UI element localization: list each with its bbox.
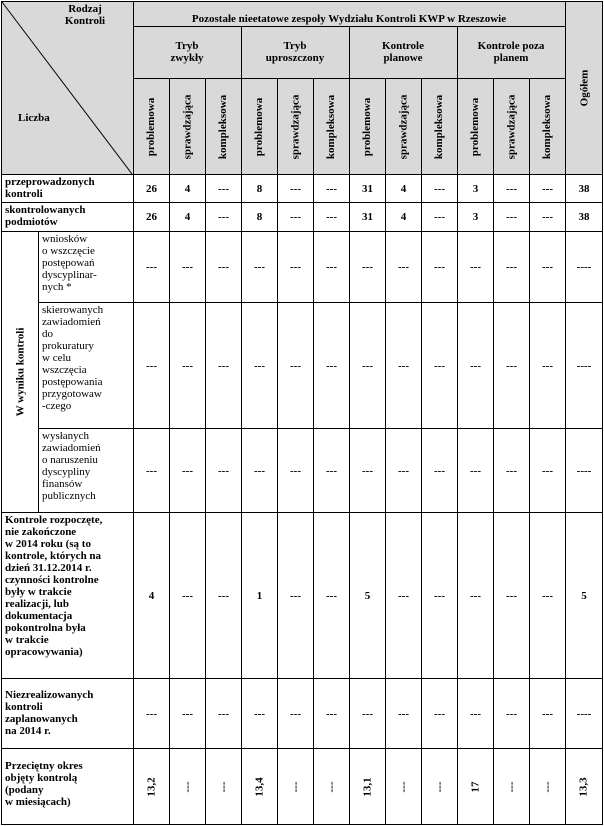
- table-cell: 26: [146, 182, 157, 195]
- row-label-przeprowadzonych: przeprowadzonych kontroli: [5, 176, 95, 200]
- subcolumn-header-sprawdzająca: sprawdzająca: [289, 94, 302, 159]
- table-cell: ---: [470, 261, 481, 273]
- table-cell: 31: [362, 182, 373, 195]
- table-cell: 13,2: [145, 776, 158, 797]
- table-cell: ---: [290, 211, 301, 223]
- table-cell: ---: [470, 707, 481, 720]
- table-cell: ---: [506, 359, 517, 372]
- table-cell: ---: [254, 261, 265, 273]
- table-cell: ---: [218, 589, 229, 602]
- subcolumn-header-kompleksowa: kompleksowa: [541, 94, 554, 159]
- subcolumn-header-sprawdzająca: sprawdzająca: [181, 94, 194, 159]
- table-cell: ---: [290, 261, 301, 273]
- table-cell: ---: [505, 781, 518, 792]
- table-cell: 38: [578, 182, 590, 195]
- table-cell: ---: [506, 589, 517, 602]
- col-line: [38, 231, 39, 512]
- row-label-wnioskow: wniosków o wszczęcie postępowań dyscyplinar- nych *: [42, 233, 97, 293]
- table-cell: 13,3: [578, 776, 590, 797]
- table-cell: ---: [506, 261, 517, 273]
- table-cell: ---: [542, 464, 553, 477]
- table-cell: ---: [541, 781, 554, 792]
- table-cell: ---: [470, 464, 481, 477]
- table-cell: ---: [506, 182, 517, 195]
- group-kontrole-poza-planem: Kontrole poza planem: [477, 40, 545, 64]
- corner-bottom-label: Liczba: [18, 112, 50, 124]
- subcolumn-header-problemowa: problemowa: [361, 97, 374, 156]
- table-cell: ---: [326, 464, 337, 477]
- table-cell: ---: [181, 781, 194, 792]
- table-cell: ---: [290, 707, 301, 720]
- corner-top-label: Rodzaj Kontroli: [64, 3, 106, 27]
- table-cell: ----: [576, 261, 592, 273]
- table-cell: ---: [326, 182, 337, 195]
- table-cell: ---: [254, 707, 265, 720]
- row-label-niezrealizowanych: Niezrealizowanych kontroli zaplanowanych na 2014 r.: [5, 689, 94, 737]
- table-cell: ---: [398, 707, 409, 720]
- table-cell: ---: [254, 359, 265, 372]
- table-cell: ---: [398, 464, 409, 477]
- group-tryb-uproszczony: Tryb uproszczony: [265, 40, 325, 64]
- row-label-wyslanych: wysłanych zawiadomień o naruszeniu dyscypliny finansów publicznych: [42, 430, 101, 502]
- table-cell: ---: [506, 211, 517, 223]
- table-cell: ---: [218, 182, 229, 195]
- table-cell: ---: [146, 464, 157, 477]
- table-cell: ----: [576, 707, 592, 720]
- table-cell: 4: [148, 589, 155, 602]
- table-cell: 4: [400, 211, 407, 223]
- table-cell: ----: [576, 359, 592, 372]
- table-cell: ---: [218, 359, 229, 372]
- table-cell: ---: [434, 464, 445, 477]
- table-cell: ---: [470, 589, 481, 602]
- table-cell: 1: [256, 589, 263, 602]
- side-label-wyniku-kontroli: W wyniku kontroli: [14, 327, 27, 417]
- row-label-skontrolowanych: skontrolowanych podmiotów: [5, 204, 86, 228]
- table-cell: 38: [578, 211, 590, 223]
- table-cell: ---: [254, 464, 265, 477]
- subcolumn-header-sprawdzająca: sprawdzająca: [397, 94, 410, 159]
- main-title: Pozostałe nieetatowe zespoły Wydziału Kontroli KWP w Rzeszowie: [191, 13, 507, 25]
- table-cell: ---: [146, 261, 157, 273]
- table-cell: 4: [184, 182, 191, 195]
- table-cell: ---: [290, 464, 301, 477]
- table-cell: 26: [146, 211, 157, 223]
- table-cell: ---: [433, 781, 446, 792]
- table-cell: ---: [398, 261, 409, 273]
- table-cell: 17: [469, 781, 482, 792]
- table-cell: ---: [470, 359, 481, 372]
- table-cell: ---: [289, 781, 302, 792]
- border-bottom: [1, 824, 603, 825]
- table-cell: 13,1: [361, 776, 374, 797]
- table-cell: ----: [576, 464, 592, 477]
- table-cell: ---: [326, 261, 337, 273]
- table-cell: ---: [182, 589, 193, 602]
- table-cell: ---: [326, 589, 337, 602]
- table-cell: ---: [434, 211, 445, 223]
- border-right: [602, 1, 603, 825]
- table-cell: ---: [434, 261, 445, 273]
- table-cell: ---: [218, 464, 229, 477]
- table-cell: ---: [218, 261, 229, 273]
- table-cell: ---: [217, 781, 230, 792]
- table-cell: ---: [434, 589, 445, 602]
- table-cell: ---: [182, 359, 193, 372]
- subcolumn-header-problemowa: problemowa: [469, 97, 482, 156]
- row-label-przecietny-okres: Przeciętny okres objęty kontrolą (podany w miesiącach): [5, 760, 83, 808]
- total-header: Ogółem: [578, 69, 591, 107]
- subcolumn-header-problemowa: problemowa: [253, 97, 266, 156]
- table-cell: ---: [362, 261, 373, 273]
- table-cell: 4: [184, 211, 191, 223]
- table-cell: ---: [542, 707, 553, 720]
- table-cell: ---: [326, 211, 337, 223]
- subcolumn-header-kompleksowa: kompleksowa: [217, 94, 230, 159]
- table-cell: ---: [542, 589, 553, 602]
- table-cell: ---: [326, 359, 337, 372]
- table-cell: ---: [218, 707, 229, 720]
- table-cell: ---: [182, 707, 193, 720]
- table-cell: ---: [326, 707, 337, 720]
- subcolumn-header-problemowa: problemowa: [145, 97, 158, 156]
- row-label-skierowanych: skierowanych zawiadomień do prokuratury w celu wszczęcia postępowania przygotowaw -czego: [42, 304, 104, 412]
- subcolumn-header-kompleksowa: kompleksowa: [433, 94, 446, 159]
- table-cell: ---: [506, 464, 517, 477]
- table-cell: ---: [398, 359, 409, 372]
- table-cell: 8: [256, 182, 263, 195]
- table-cell: ---: [290, 359, 301, 372]
- table-cell: ---: [290, 589, 301, 602]
- table-cell: ---: [434, 359, 445, 372]
- table-cell: ---: [542, 182, 553, 195]
- table-cell: ---: [506, 707, 517, 720]
- table-cell: ---: [542, 359, 553, 372]
- table-cell: ---: [542, 261, 553, 273]
- table-cell: ---: [434, 707, 445, 720]
- table-cell: ---: [290, 182, 301, 195]
- table-cell: ---: [218, 211, 229, 223]
- table-cell: ---: [325, 781, 338, 792]
- table-cell: 13,4: [253, 776, 266, 797]
- table-cell: 3: [472, 211, 479, 223]
- subcolumn-header-sprawdzająca: sprawdzająca: [505, 94, 518, 159]
- table-cell: 3: [472, 182, 479, 195]
- subcolumn-header-kompleksowa: kompleksowa: [325, 94, 338, 159]
- table-cell: 8: [256, 211, 263, 223]
- table-cell: 4: [400, 182, 407, 195]
- table-cell: 31: [362, 211, 373, 223]
- table-cell: ---: [398, 589, 409, 602]
- table-cell: ---: [362, 359, 373, 372]
- table-cell: ---: [362, 464, 373, 477]
- table-cell: 5: [364, 589, 371, 602]
- table-cell: ---: [397, 781, 410, 792]
- table-cell: ---: [182, 464, 193, 477]
- table-cell: ---: [434, 182, 445, 195]
- table-cell: ---: [182, 261, 193, 273]
- table-cell: ---: [362, 707, 373, 720]
- table-cell: ---: [146, 359, 157, 372]
- border-top: [1, 1, 603, 2]
- table-cell: ---: [146, 707, 157, 720]
- group-tryb-zwykly: Tryb zwykły: [170, 40, 204, 64]
- row-label-kontrole-rozpoczete: Kontrole rozpoczęte, nie zakończone w 2014 roku (są to kontrole, których na dzień 31.12.2014 r. czynności kontrolne były w trakcie realizacji, lub dokumentacja pokontrolna była w trakcie opracowywania): [5, 514, 103, 658]
- table-cell: 5: [581, 589, 587, 602]
- table-cell: ---: [542, 211, 553, 223]
- group-kontrole-planowe: Kontrole planowe: [382, 40, 424, 64]
